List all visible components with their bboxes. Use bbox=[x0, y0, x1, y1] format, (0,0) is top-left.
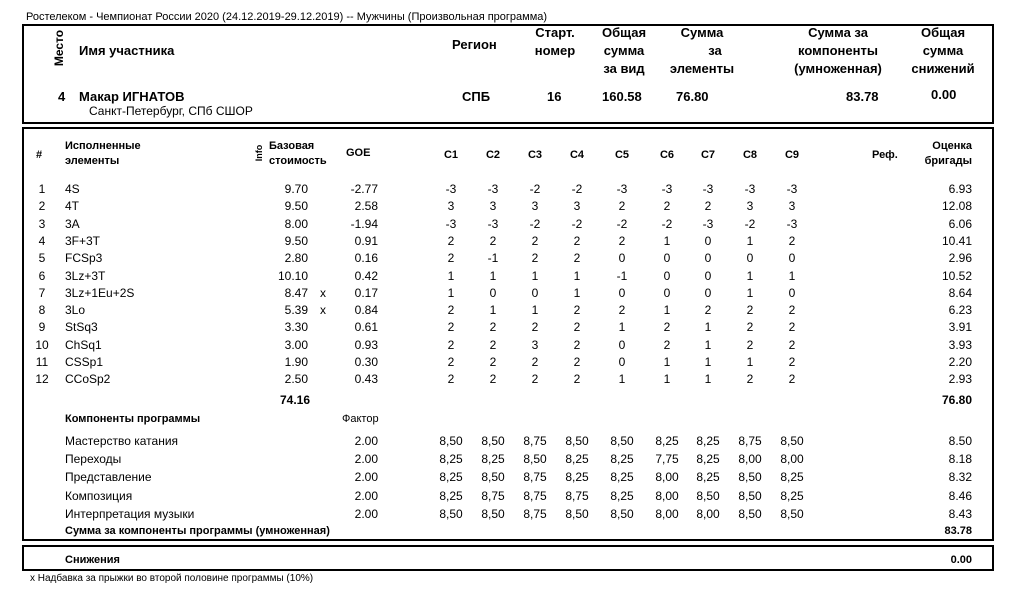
col-goe-header: GOE bbox=[346, 147, 371, 159]
element-judge-c3: 2 bbox=[531, 233, 539, 248]
element-num: 8 bbox=[38, 303, 46, 318]
element-judge-c4: 1 bbox=[573, 285, 581, 300]
component-judge-c8: 8,50 bbox=[738, 470, 762, 485]
elements-sum-label: Сумма за элементы bbox=[669, 25, 735, 76]
element-num: 10 bbox=[35, 337, 49, 352]
component-judge-c1: 8,50 bbox=[439, 506, 463, 521]
component-judge-c8: 8,50 bbox=[738, 488, 762, 503]
element-judge-c1: 2 bbox=[447, 251, 455, 266]
element-goe: 0.17 bbox=[354, 285, 378, 300]
element-goe: 0.91 bbox=[354, 233, 378, 248]
component-judge-c3: 8,75 bbox=[523, 488, 547, 503]
col-num-header: # bbox=[36, 149, 43, 161]
component-judge-c4: 8,50 bbox=[565, 434, 589, 448]
element-judge-c3: 2 bbox=[531, 320, 539, 335]
element-judge-c6: 1 bbox=[663, 372, 671, 387]
component-score: 8.50 bbox=[948, 434, 972, 448]
element-judge-c2: 0 bbox=[489, 285, 497, 300]
element-judge-c7: 0 bbox=[704, 251, 712, 266]
element-judge-c5: -1 bbox=[616, 268, 628, 283]
element-judge-c9: 1 bbox=[788, 268, 796, 283]
element-judge-c4: 2 bbox=[573, 372, 581, 387]
components-total: 83.78 bbox=[944, 525, 972, 537]
element-judge-c8: 2 bbox=[746, 337, 754, 352]
component-judge-c4: 8,50 bbox=[565, 506, 589, 521]
element-judge-c8: 2 bbox=[746, 372, 754, 387]
element-judge-c7: 1 bbox=[704, 320, 712, 335]
element-judge-c8: 1 bbox=[746, 268, 754, 283]
element-judge-c1: -3 bbox=[445, 182, 457, 196]
component-name: Переходы bbox=[65, 452, 122, 467]
element-judge-c7: 0 bbox=[704, 285, 712, 300]
element-judge-c5: 0 bbox=[618, 355, 626, 369]
element-judge-c3: 2 bbox=[531, 372, 539, 387]
element-info: x bbox=[320, 285, 326, 300]
component-factor: 2.00 bbox=[354, 506, 378, 521]
element-num: 4 bbox=[38, 233, 46, 248]
component-judge-c7: 8,50 bbox=[696, 488, 720, 503]
element-score: 6.06 bbox=[948, 216, 972, 231]
element-judge-c1: 2 bbox=[447, 337, 455, 352]
start-label: Старт. номер bbox=[534, 25, 576, 58]
element-name: CSSp1 bbox=[65, 355, 104, 369]
element-base-value: 10.10 bbox=[277, 268, 308, 283]
element-judge-c1: 2 bbox=[447, 303, 455, 318]
element-name: 3Lz+3T bbox=[65, 268, 106, 283]
element-judge-c9: 2 bbox=[788, 337, 796, 352]
element-base-value: 9.50 bbox=[284, 199, 308, 214]
element-num: 12 bbox=[35, 372, 49, 387]
element-name: ChSq1 bbox=[65, 337, 102, 352]
skater-place: 4 bbox=[58, 89, 66, 104]
component-judge-c2: 8,50 bbox=[481, 434, 505, 448]
component-judge-c2: 8,50 bbox=[481, 506, 505, 521]
component-judge-c8: 8,75 bbox=[738, 434, 762, 448]
component-judge-c3: 8,75 bbox=[523, 470, 547, 485]
element-base-value: 3.30 bbox=[284, 320, 308, 335]
element-judge-c7: -3 bbox=[702, 182, 714, 196]
element-judge-c9: 0 bbox=[788, 251, 796, 266]
element-judge-c3: 1 bbox=[531, 303, 539, 318]
element-judge-c7: 2 bbox=[704, 303, 712, 318]
element-base-value: 2.80 bbox=[284, 251, 308, 266]
element-base-value: 9.70 bbox=[284, 182, 308, 196]
deductions-label: Снижения bbox=[65, 554, 120, 566]
element-name: 3Lz+1Eu+2S bbox=[65, 285, 135, 300]
element-judge-c5: -3 bbox=[616, 182, 628, 196]
component-score: 8.43 bbox=[948, 506, 972, 521]
element-goe: -1.94 bbox=[350, 216, 378, 231]
element-score: 10.41 bbox=[941, 233, 972, 248]
element-judge-c8: 2 bbox=[746, 303, 754, 318]
element-judge-c6: 1 bbox=[663, 233, 671, 248]
judge-header-c2: C2 bbox=[485, 149, 501, 161]
element-base-value: 2.50 bbox=[284, 372, 308, 387]
element-name: 3F+3T bbox=[65, 233, 101, 248]
place-label: Место bbox=[52, 29, 66, 67]
element-num: 11 bbox=[35, 355, 49, 369]
element-judge-c3: -2 bbox=[529, 216, 541, 231]
base-total: 74.16 bbox=[279, 393, 310, 407]
element-judge-c1: -3 bbox=[445, 216, 457, 231]
element-judge-c3: 2 bbox=[531, 251, 539, 266]
judge-header-c9: C9 bbox=[784, 149, 800, 161]
component-judge-c6: 8,00 bbox=[655, 506, 679, 521]
total-label: Общая сумма за вид bbox=[601, 25, 647, 76]
element-num: 9 bbox=[38, 320, 46, 335]
component-judge-c9: 8,25 bbox=[780, 488, 804, 503]
component-judge-c3: 8,75 bbox=[523, 506, 547, 521]
element-judge-c4: -2 bbox=[571, 182, 583, 196]
element-judge-c8: 0 bbox=[746, 251, 754, 266]
component-judge-c9: 8,50 bbox=[780, 506, 804, 521]
element-name: 4T bbox=[65, 199, 80, 214]
col-base-header: Базовая стоимость bbox=[269, 140, 327, 167]
element-goe: 0.93 bbox=[354, 337, 378, 352]
element-judge-c8: -3 bbox=[744, 182, 756, 196]
element-goe: 2.58 bbox=[354, 199, 378, 214]
element-base-value: 9.50 bbox=[284, 233, 308, 248]
element-judge-c7: 0 bbox=[704, 268, 712, 283]
element-name: 3A bbox=[65, 216, 80, 231]
components-sum-label: Сумма за компоненты (умноженная) bbox=[794, 25, 882, 76]
region-label: Регион bbox=[452, 37, 497, 52]
element-goe: 0.30 bbox=[354, 355, 378, 369]
col-element-header: Исполненные элементы bbox=[65, 140, 141, 167]
component-judge-c4: 8,25 bbox=[565, 452, 589, 467]
element-judge-c2: -1 bbox=[487, 251, 499, 266]
skater-components-score: 83.78 bbox=[846, 89, 879, 104]
element-judge-c9: 2 bbox=[788, 303, 796, 318]
element-base-value: 8.47 bbox=[284, 285, 308, 300]
component-judge-c3: 8,50 bbox=[523, 452, 547, 467]
element-judge-c7: 1 bbox=[704, 372, 712, 387]
component-judge-c6: 8,25 bbox=[655, 434, 679, 448]
component-judge-c7: 8,00 bbox=[696, 506, 720, 521]
element-score: 3.91 bbox=[948, 320, 972, 335]
element-name: 3Lo bbox=[65, 303, 86, 318]
element-judge-c2: -3 bbox=[487, 216, 499, 231]
skater-start-number: 16 bbox=[547, 89, 562, 104]
element-judge-c3: 1 bbox=[531, 268, 539, 283]
component-judge-c7: 8,25 bbox=[696, 434, 720, 448]
element-goe: 0.84 bbox=[354, 303, 378, 318]
component-score: 8.18 bbox=[948, 452, 972, 467]
element-judge-c8: 3 bbox=[746, 199, 754, 214]
element-judge-c2: 2 bbox=[489, 320, 497, 335]
element-num: 2 bbox=[38, 199, 46, 214]
element-judge-c4: 2 bbox=[573, 233, 581, 248]
element-judge-c3: 2 bbox=[531, 355, 539, 369]
element-base-value: 8.00 bbox=[284, 216, 308, 231]
element-judge-c9: -3 bbox=[786, 182, 798, 196]
element-judge-c8: 2 bbox=[746, 320, 754, 335]
element-judge-c1: 2 bbox=[447, 320, 455, 335]
component-judge-c3: 8,75 bbox=[523, 434, 547, 448]
element-score: 2.93 bbox=[948, 372, 972, 387]
element-judge-c9: 3 bbox=[788, 199, 796, 214]
element-judge-c1: 3 bbox=[447, 199, 455, 214]
element-goe: 0.42 bbox=[354, 268, 378, 283]
element-score: 3.93 bbox=[948, 337, 972, 352]
element-name: StSq3 bbox=[65, 320, 98, 335]
component-judge-c1: 8,25 bbox=[439, 452, 463, 467]
element-num: 6 bbox=[38, 268, 46, 283]
skater-region: СПБ bbox=[462, 89, 491, 104]
element-judge-c3: 0 bbox=[531, 285, 539, 300]
skater-total: 160.58 bbox=[602, 89, 642, 104]
component-judge-c6: 7,75 bbox=[655, 452, 679, 467]
element-judge-c5: 0 bbox=[618, 251, 626, 266]
element-num: 7 bbox=[38, 285, 46, 300]
judge-header-c8: C8 bbox=[742, 149, 758, 161]
component-judge-c9: 8,50 bbox=[780, 434, 804, 448]
components-title: Компоненты программы bbox=[65, 413, 201, 425]
element-judge-c5: 1 bbox=[618, 372, 626, 387]
component-judge-c5: 8,25 bbox=[610, 452, 634, 467]
deductions-sum-label: Общая сумма снижений bbox=[911, 25, 975, 76]
element-judge-c8: -2 bbox=[744, 216, 756, 231]
element-judge-c1: 2 bbox=[447, 233, 455, 248]
element-judge-c2: -3 bbox=[487, 182, 499, 196]
element-judge-c9: 0 bbox=[788, 285, 796, 300]
element-judge-c2: 2 bbox=[489, 372, 497, 387]
element-name: FCSp3 bbox=[65, 251, 103, 266]
element-judge-c2: 2 bbox=[489, 337, 497, 352]
component-judge-c2: 8,50 bbox=[481, 470, 505, 485]
component-name: Представление bbox=[65, 470, 152, 485]
element-judge-c2: 2 bbox=[489, 355, 497, 369]
element-judge-c6: 1 bbox=[663, 355, 671, 369]
element-judge-c5: 0 bbox=[618, 285, 626, 300]
element-goe: 0.16 bbox=[354, 251, 378, 266]
skater-name: Макар ИГНАТОВ bbox=[79, 89, 185, 104]
element-judge-c3: -2 bbox=[529, 182, 541, 196]
element-judge-c9: 2 bbox=[788, 355, 796, 369]
component-judge-c1: 8,25 bbox=[439, 470, 463, 485]
element-judge-c6: -2 bbox=[661, 216, 673, 231]
element-score: 6.23 bbox=[948, 303, 972, 318]
deductions-value: 0.00 bbox=[950, 554, 972, 566]
element-judge-c4: 1 bbox=[573, 268, 581, 283]
col-score-header: Оценка бригады bbox=[924, 140, 972, 167]
element-judge-c3: 3 bbox=[531, 337, 539, 352]
element-info: x bbox=[320, 303, 326, 318]
component-judge-c6: 8,00 bbox=[655, 470, 679, 485]
component-judge-c8: 8,00 bbox=[738, 452, 762, 467]
col-ref-header: Реф. bbox=[872, 149, 898, 161]
component-factor: 2.00 bbox=[354, 470, 378, 485]
element-judge-c4: 3 bbox=[573, 199, 581, 214]
element-judge-c4: 2 bbox=[573, 320, 581, 335]
element-name: CCoSp2 bbox=[65, 372, 111, 387]
judge-header-c6: C6 bbox=[659, 149, 675, 161]
element-judge-c1: 1 bbox=[447, 285, 455, 300]
element-judge-c6: -3 bbox=[661, 182, 673, 196]
judge-header-c3: C3 bbox=[527, 149, 543, 161]
judge-header-c1: C1 bbox=[443, 149, 459, 161]
element-judge-c7: 1 bbox=[704, 337, 712, 352]
element-judge-c5: 1 bbox=[618, 320, 626, 335]
component-judge-c4: 8,75 bbox=[565, 488, 589, 503]
element-judge-c4: 2 bbox=[573, 303, 581, 318]
element-judge-c7: 2 bbox=[704, 199, 712, 214]
element-judge-c6: 0 bbox=[663, 285, 671, 300]
component-judge-c2: 8,75 bbox=[481, 488, 505, 503]
component-name: Интерпретация музыки bbox=[65, 506, 195, 521]
component-judge-c7: 8,25 bbox=[696, 452, 720, 467]
element-judge-c5: 2 bbox=[618, 199, 626, 214]
skater-deductions: 0.00 bbox=[931, 87, 957, 102]
component-judge-c2: 8,25 bbox=[481, 452, 505, 467]
judge-header-c7: C7 bbox=[700, 149, 716, 161]
component-factor: 2.00 bbox=[354, 434, 378, 448]
deductions-box bbox=[22, 545, 994, 571]
element-judge-c2: 2 bbox=[489, 233, 497, 248]
elements-score-total: 76.80 bbox=[941, 393, 972, 407]
element-judge-c2: 1 bbox=[489, 303, 497, 318]
element-judge-c7: 1 bbox=[704, 355, 712, 369]
skater-club: Санкт-Петербург, СПб СШОР bbox=[89, 104, 253, 118]
element-judge-c9: 2 bbox=[788, 320, 796, 335]
element-score: 6.93 bbox=[948, 182, 972, 196]
component-name: Композиция bbox=[65, 488, 133, 503]
element-num: 5 bbox=[38, 251, 46, 266]
element-num: 1 bbox=[38, 182, 46, 196]
component-name: Мастерство катания bbox=[65, 434, 179, 448]
component-factor: 2.00 bbox=[354, 452, 378, 467]
element-judge-c9: 2 bbox=[788, 372, 796, 387]
event-title: Ростелеком - Чемпионат России 2020 (24.12.2019-29.12.2019) -- Мужчины (Произвольная программа) bbox=[26, 11, 548, 23]
component-judge-c8: 8,50 bbox=[738, 506, 762, 521]
component-judge-c9: 8,25 bbox=[780, 470, 804, 485]
element-goe: -2.77 bbox=[350, 182, 378, 196]
element-judge-c4: 2 bbox=[573, 251, 581, 266]
element-judge-c5: 2 bbox=[618, 233, 626, 248]
element-score: 12.08 bbox=[941, 199, 972, 214]
element-score: 2.20 bbox=[948, 355, 972, 369]
element-judge-c6: 2 bbox=[663, 320, 671, 335]
component-score: 8.46 bbox=[948, 488, 972, 503]
element-judge-c5: -2 bbox=[616, 216, 628, 231]
factor-label: Фактор bbox=[342, 413, 379, 425]
element-judge-c6: 0 bbox=[663, 251, 671, 266]
element-judge-c1: 2 bbox=[447, 355, 455, 369]
element-num: 3 bbox=[38, 216, 46, 231]
component-judge-c9: 8,00 bbox=[780, 452, 804, 467]
component-score: 8.32 bbox=[948, 470, 972, 485]
component-judge-c1: 8,25 bbox=[439, 488, 463, 503]
element-score: 8.64 bbox=[948, 285, 972, 300]
judge-header-c4: C4 bbox=[569, 149, 585, 161]
component-judge-c5: 8,50 bbox=[610, 434, 634, 448]
element-name: 4S bbox=[65, 182, 80, 196]
element-base-value: 5.39 bbox=[284, 303, 308, 318]
element-judge-c8: 1 bbox=[746, 233, 754, 248]
component-judge-c5: 8,25 bbox=[610, 470, 634, 485]
element-judge-c6: 2 bbox=[663, 199, 671, 214]
component-judge-c7: 8,25 bbox=[696, 470, 720, 485]
element-judge-c6: 1 bbox=[663, 303, 671, 318]
element-judge-c4: 2 bbox=[573, 337, 581, 352]
element-judge-c4: -2 bbox=[571, 216, 583, 231]
col-info-header: Info bbox=[254, 144, 264, 162]
footnote: x Надбавка за прыжки во второй половине программы (10%) bbox=[30, 573, 314, 584]
component-judge-c6: 8,00 bbox=[655, 488, 679, 503]
component-judge-c4: 8,25 bbox=[565, 470, 589, 485]
element-judge-c8: 1 bbox=[746, 355, 754, 369]
element-judge-c1: 2 bbox=[447, 372, 455, 387]
skater-elements-score: 76.80 bbox=[676, 89, 709, 104]
component-judge-c1: 8,50 bbox=[439, 434, 463, 448]
element-judge-c4: 2 bbox=[573, 355, 581, 369]
element-base-value: 3.00 bbox=[284, 337, 308, 352]
element-judge-c6: 2 bbox=[663, 337, 671, 352]
element-goe: 0.43 bbox=[354, 372, 378, 387]
element-judge-c5: 0 bbox=[618, 337, 626, 352]
element-judge-c8: 1 bbox=[746, 285, 754, 300]
element-goe: 0.61 bbox=[354, 320, 378, 335]
element-judge-c7: 0 bbox=[704, 233, 712, 248]
element-judge-c9: 2 bbox=[788, 233, 796, 248]
element-base-value: 1.90 bbox=[284, 355, 308, 369]
element-judge-c3: 3 bbox=[531, 199, 539, 214]
element-judge-c7: -3 bbox=[702, 216, 714, 231]
component-factor: 2.00 bbox=[354, 488, 378, 503]
element-judge-c6: 0 bbox=[663, 268, 671, 283]
components-total-label: Сумма за компоненты программы (умноженная) bbox=[65, 525, 330, 537]
element-judge-c2: 3 bbox=[489, 199, 497, 214]
element-judge-c1: 1 bbox=[447, 268, 455, 283]
element-score: 10.52 bbox=[941, 268, 972, 283]
component-judge-c5: 8,25 bbox=[610, 488, 634, 503]
name-label: Имя участника bbox=[79, 43, 175, 58]
element-judge-c2: 1 bbox=[489, 268, 497, 283]
element-judge-c9: -3 bbox=[786, 216, 798, 231]
element-judge-c5: 2 bbox=[618, 303, 626, 318]
element-score: 2.96 bbox=[948, 251, 972, 266]
component-judge-c5: 8,50 bbox=[610, 506, 634, 521]
judge-header-c5: C5 bbox=[614, 149, 630, 161]
